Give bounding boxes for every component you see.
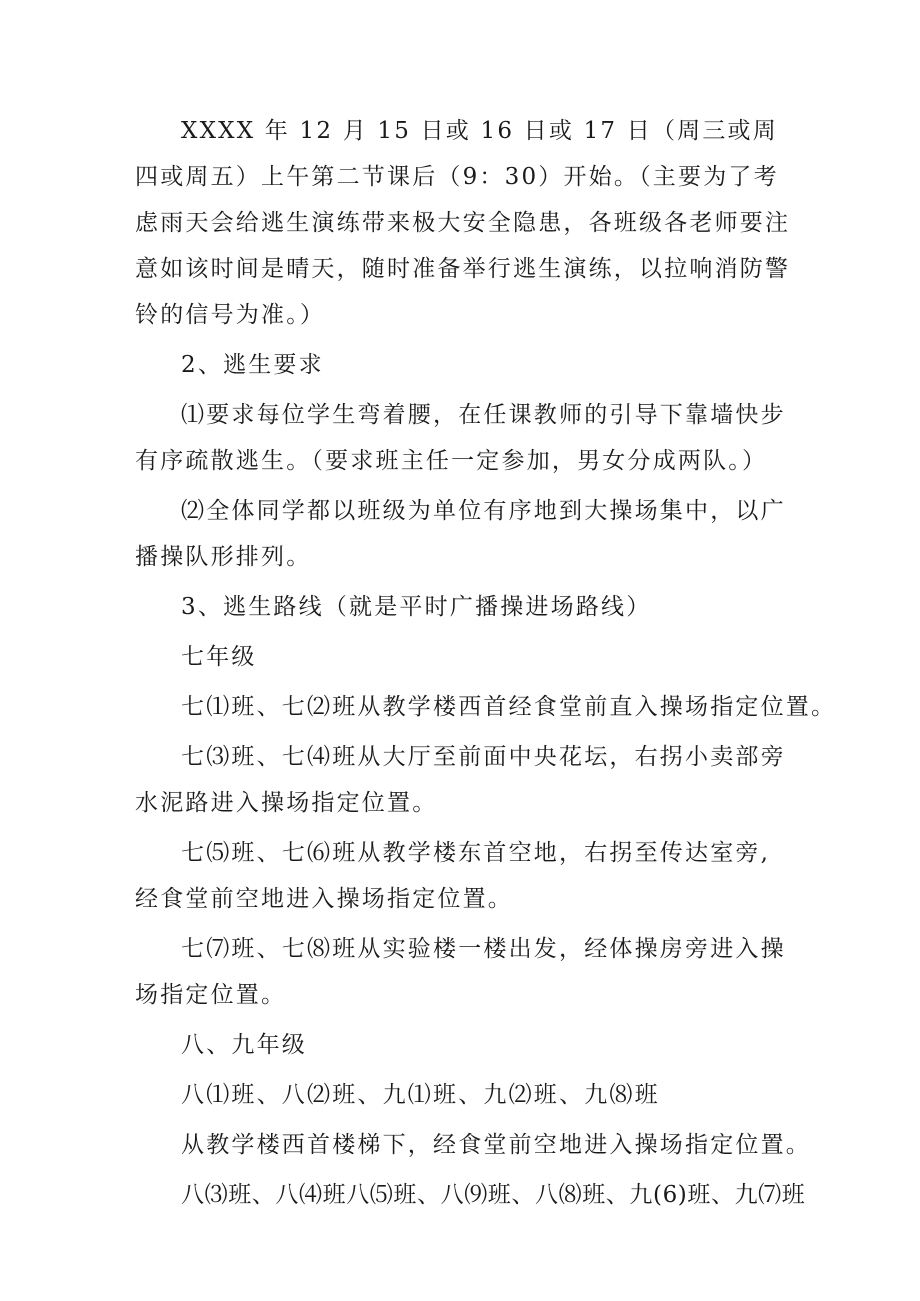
- paragraph-route-7-1-2: 七⑴班、七⑵班从教学楼西首经食堂前直入操场指定位置。: [181, 694, 837, 720]
- paragraph-route-group-1: 从教学楼西首楼梯下，经食堂前空地进入操场指定位置。: [181, 1132, 811, 1158]
- paragraph-schedule: XXXX 年 12 月 15 日或 16 日或 17 日（周三或周四或周五）上午第二节课后（9：30）开始。（主要为了考虑雨天会给逃生演练带来极大安全隐患，各班级各老师要注意如该时间是晴天，随时准备举行逃生演练，以拉响消防警铃的信号为准。）: [135, 118, 791, 328]
- paragraph-route-7-3-4: 七⑶班、七⑷班从大厅至前面中央花坛，右拐小卖部旁水泥路进入操场指定位置。: [135, 744, 786, 816]
- paragraph-route-7-7-8: 七⑺班、七⑻班从实验楼一楼出发，经体操房旁进入操场指定位置。: [135, 936, 786, 1008]
- paragraph-classes-group-1: 八⑴班、八⑵班、九⑴班、九⑵班、九⑻班: [181, 1082, 660, 1108]
- paragraph-route-7-5-6: 七⑸班、七⑹班从教学楼东首空地，右拐至传达室旁,经食堂前空地进入操场指定位置。: [135, 840, 771, 912]
- heading-grade-seven: 七年级: [181, 644, 257, 670]
- paragraph-classes-group-2: 八⑶班、八⑷班八⑸班、八⑼班、八⑻班、九(6)班、九⑺班: [181, 1182, 806, 1208]
- paragraph-requirement-1: ⑴要求每位学生弯着腰，在任课教师的引导下靠墙快步有序疏散逃生。（要求班主任一定参加，男女分成两队。）: [135, 402, 786, 474]
- heading-grade-eight-nine: 八、九年级: [181, 1032, 307, 1058]
- document-body: [135, 108, 837, 1222]
- heading-escape-requirements: 2、逃生要求: [181, 352, 324, 378]
- paragraph-requirement-2: ⑵全体同学都以班级为单位有序地到大操场集中，以广播操队形排列。: [135, 498, 786, 570]
- heading-escape-routes: 3、逃生路线（就是平时广播操进场路线）: [181, 594, 652, 620]
